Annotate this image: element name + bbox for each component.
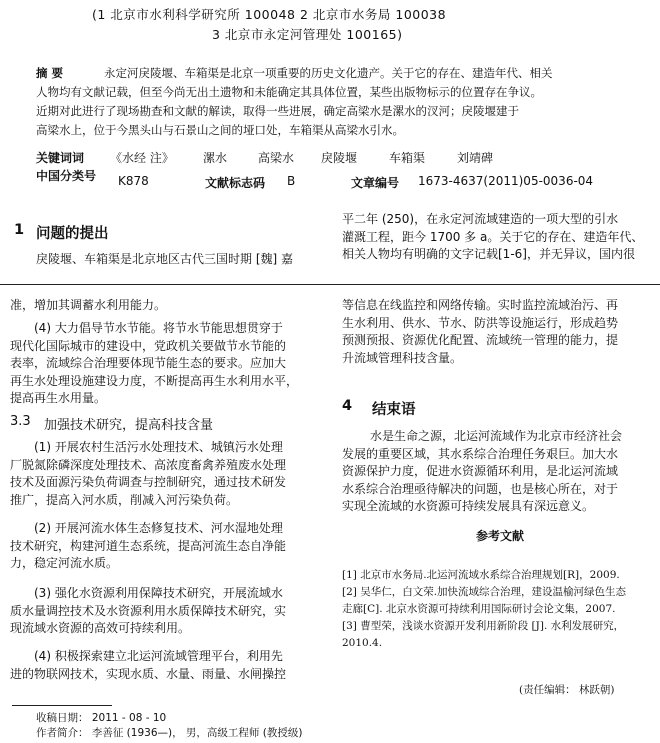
paragraph-line: (2) 开展河流水体生态修复技术、河水湿地处理 bbox=[34, 521, 283, 535]
left-top-line: 准，增加其调蓄水利用能力。 bbox=[10, 298, 167, 312]
keyword: 戾陵堰 bbox=[321, 151, 358, 165]
right-top-paragraph bbox=[342, 297, 660, 367]
abstract-body bbox=[36, 64, 636, 140]
reference-item: [3] 曹型荣，浅谈水资源开发利用新阶段 [J]. 水利发展研究， bbox=[342, 620, 625, 632]
paragraph-line: 实现全流域的水资源可持续发展具有深远意义。 bbox=[342, 499, 595, 513]
keywords-label: 关键词词 bbox=[36, 151, 85, 165]
paragraph-line: (1) 开展农村生活污水处理技术、城镇污水处理 bbox=[34, 440, 283, 454]
keyword: 刘靖碑 bbox=[457, 151, 494, 165]
abstract-line: 人物均有文献记载，但至今尚无出土遗物和未能确定其具体位置，某些出版物标示的位置存在争议。 bbox=[36, 85, 542, 99]
references-list bbox=[342, 567, 660, 652]
paragraph-line: 等信息在线监控和网络传输。实时监控流域治污、再 bbox=[342, 298, 619, 312]
paragraph-line: 力，稳定河流水质。 bbox=[10, 556, 119, 570]
paragraph-line: (4) 大力倡导节水节能。将节水节能思想贯穿于 bbox=[34, 321, 283, 335]
document-code-label: 文献标志码 bbox=[205, 176, 266, 190]
paragraph-line: 水系综合治理亟待解决的问题，也是核心所在，对于 bbox=[342, 481, 619, 496]
paragraph-line: 厂脱氮除磷深度处理技术、高浓度畜禽养殖废水处理 bbox=[10, 457, 287, 472]
section-1-number: 1 bbox=[14, 222, 25, 238]
author-info: 作者简介： 李善征 (1936—)， 男，高级工程师 (教授级) bbox=[36, 727, 303, 739]
reference-item: 2010.4. bbox=[342, 637, 383, 649]
paragraph-line: 进的物联网技术，实现水质、水量、雨量、水闸操控 bbox=[10, 666, 287, 681]
paragraph-3-3-2 bbox=[10, 520, 330, 573]
paragraph-3-3-3 bbox=[10, 585, 330, 638]
keyword: 高梁水 bbox=[258, 151, 295, 165]
article-number-value: 1673-4637(2011)05-0036-04 bbox=[418, 174, 594, 188]
section-1-first-line: 戾陵堰、车箱渠是北京地区古代三国时期 [魏] 嘉 bbox=[36, 252, 293, 266]
paragraph-line: (3) 强化水资源利用保障技术研究，开展流域水 bbox=[34, 586, 283, 600]
references-title: 参考文献 bbox=[476, 529, 525, 543]
section-4-number: 4 bbox=[342, 398, 353, 414]
section-1-right-text bbox=[342, 211, 660, 264]
paragraph-line: 水是生命之源，北运河流域作为北京市经济社会 bbox=[370, 429, 623, 443]
abstract-line: 永定河戾陵堰、车箱渠是北京一项重要的历史文化遗产。关于它的存在、建造年代、相关 bbox=[104, 66, 553, 80]
abstract-line: 近期对此进行了现场勘查和文献的解读，取得一些进展，确定高梁水是漯水的汊河；戾陵堰建于 bbox=[36, 104, 519, 118]
section-3-3-number: 3.3 bbox=[10, 414, 31, 429]
article-number-label: 文章编号 bbox=[351, 176, 400, 190]
paragraph-line: 现流域水资源的高效可持续利用。 bbox=[10, 621, 191, 635]
section-3-3-title: 加强技术研究，提高科技含量 bbox=[44, 418, 214, 433]
classification-value: K878 bbox=[118, 174, 149, 188]
paragraph-line: 平二年 (250)，在永定河流域建造的一项大型的引水 bbox=[342, 212, 619, 226]
paragraph-4 bbox=[10, 320, 330, 408]
paragraph-line: 相关人物均有明确的文字记载[1-6]，并无异议，国内很 bbox=[342, 247, 635, 261]
affiliation-line-1: (1 北京市水利科学研究所 100048 2 北京市水务局 100038 bbox=[92, 7, 447, 22]
paragraph-line: 技术研究，构建河道生态系统，提高河流生态自净能 bbox=[10, 538, 287, 553]
reference-item: [1] 北京市水务局.北运河流域水系综合治理规划[R]，2009. bbox=[342, 569, 620, 581]
paragraph-line: 发展的重要区域，其水系综合治理任务艰巨。加大水 bbox=[342, 446, 619, 461]
affiliation-line-2: 3 北京市永定河管理处 100165) bbox=[212, 27, 403, 42]
paragraph-line: 技术及面源污染负荷调查与控制研究，通过技术研发 bbox=[10, 475, 287, 489]
document-code-value: B bbox=[287, 174, 296, 188]
paragraph-line: (4) 积极探索建立北运河流域管理平台，利用先 bbox=[34, 649, 283, 663]
abstract-label: 摘 要 bbox=[36, 66, 64, 80]
reference-item: 走廊[C]. 北京水资源可持续利用国际研讨会论文集，2007. bbox=[342, 603, 616, 615]
paragraph-line: 提高再生水用量。 bbox=[10, 391, 107, 405]
paragraph-line: 升流域管理科技含量。 bbox=[342, 350, 463, 365]
section-1-title: 问题的提出 bbox=[36, 226, 109, 242]
paragraph-line: 再生水处理设施建设力度，不断提高再生水利用水平， bbox=[10, 373, 299, 388]
page-break-rule bbox=[0, 284, 660, 285]
paragraph-line: 灌溉工程，距今 1700 多 a。关于它的存在、建造年代、 bbox=[342, 229, 644, 244]
paragraph-line: 现代化国际城市的建设中，党政机关要做节水节能的 bbox=[10, 338, 287, 353]
keyword: 车箱渠 bbox=[389, 151, 426, 165]
abstract-line: 高梁水上，位于今黑头山与石景山之间的垭口处，车箱渠从高梁水引水。 bbox=[36, 123, 404, 137]
keyword: 《水经 注》 bbox=[110, 151, 174, 165]
section-4-title: 结束语 bbox=[372, 402, 416, 418]
paragraph-line: 推广，提高入河水质，削减入河污染负荷。 bbox=[10, 492, 239, 507]
received-date: 收稿日期： 2011 - 08 - 10 bbox=[36, 712, 167, 724]
paragraph-line: 质水量调控技术及水资源利用水质保障技术研究，实 bbox=[10, 603, 287, 618]
paragraph-3-3-4 bbox=[10, 648, 330, 683]
reference-item: [2] 吴华仁，白文荣.加快流域综合治理，建设温榆河绿色生态 bbox=[342, 586, 627, 598]
classification-label: 中国分类号 bbox=[36, 169, 97, 183]
paragraph-3-3-1 bbox=[10, 439, 330, 509]
paragraph-line: 表率，流域综合治理要体现节能生态的要求。应加大 bbox=[10, 356, 287, 370]
conclusion-paragraph bbox=[342, 428, 660, 516]
paragraph-line: 生水利用、供水、节水、防洪等设施运行，形成趋势 bbox=[342, 315, 619, 330]
keyword: 漯水 bbox=[203, 151, 228, 165]
paragraph-line: 资源保护力度，促进水资源循环利用，是北运河流域 bbox=[342, 464, 619, 478]
paragraph-line: 预测预报、资源优化配置、流域统一管理的能力，提 bbox=[342, 333, 619, 347]
footnote-rule bbox=[12, 705, 112, 706]
editor-note: (责任编辑： 林跃朝) bbox=[519, 684, 615, 696]
